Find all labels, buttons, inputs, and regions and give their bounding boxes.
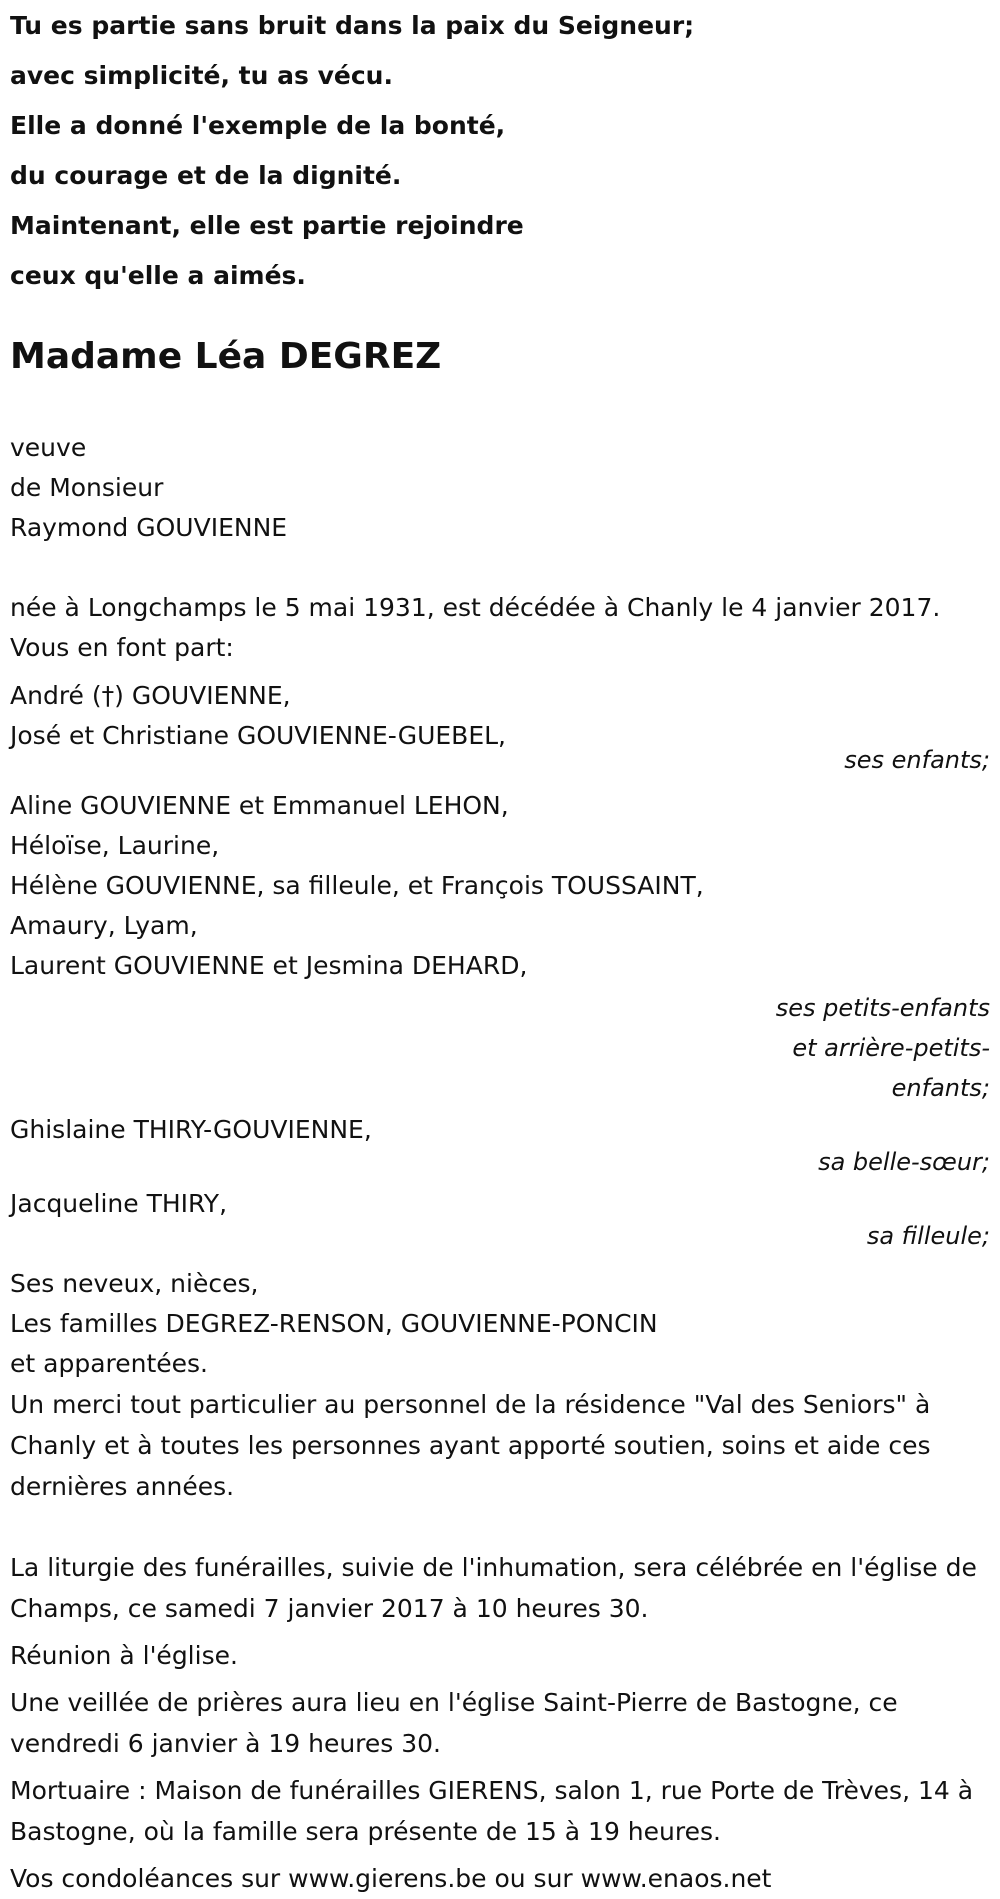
family-member: Héloïse, Laurine,	[10, 831, 220, 860]
poem-line: Tu es partie sans bruit dans la paix du Seigneur;	[10, 11, 695, 40]
deceased-name: Madame Léa DEGREZ	[10, 336, 442, 377]
poem-line: ceux qu'elle a aimés.	[10, 261, 306, 290]
relation-goddaughter: sa filleule;	[866, 1222, 990, 1250]
birth-death-line: née à Longchamps le 5 mai 1931, est décédée à Chanly le 4 janvier 2017.	[10, 593, 941, 622]
status-line: veuve	[10, 433, 87, 462]
status-line: de Monsieur	[10, 473, 164, 502]
relation-line: ses petits-enfants	[775, 994, 990, 1022]
family-member: André (†) GOUVIENNE,	[10, 681, 291, 710]
relation-children: ses enfants;	[844, 746, 990, 774]
status-line: Raymond GOUVIENNE	[10, 513, 288, 542]
obituary-page	[0, 6, 1000, 1893]
family-member: Ghislaine THIRY-GOUVIENNE,	[10, 1115, 372, 1144]
liturgy-paragraph: La liturgie des funérailles, suivie de l'inhumation, sera célébrée en l'église de Champs, ce samedi 7 janvier 2017 à 10 heures 30.	[10, 1553, 977, 1623]
vigil-paragraph: Une veillée de prières aura lieu en l'église Saint-Pierre de Bastogne, ce vendredi 6 janvier à 19 heures 30.	[10, 1688, 898, 1758]
grandchildren-group	[10, 786, 990, 986]
relatives-line: Les familles DEGREZ-RENSON, GOUVIENNE-PONCIN	[10, 1309, 658, 1338]
relatives-line: et apparentées.	[10, 1349, 208, 1378]
meeting-paragraph: Réunion à l'église.	[10, 1641, 238, 1670]
family-member: Hélène GOUVIENNE, sa filleule, et François TOUSSAINT,	[10, 871, 704, 900]
announcement-intro: Vous en font part:	[10, 633, 234, 662]
poem-line: Elle a donné l'exemple de la bonté,	[10, 111, 506, 140]
relation-sister-in-law: sa belle-sœur;	[818, 1148, 990, 1176]
relatives-line: Ses neveux, nièces,	[10, 1269, 259, 1298]
relation-grandchildren	[760, 988, 990, 1108]
family-member: Laurent GOUVIENNE et Jesmina DEHARD,	[10, 951, 528, 980]
poem-line: du courage et de la dignité.	[10, 161, 402, 190]
mortuary-paragraph: Mortuaire : Maison de funérailles GIERENS, salon 1, rue Porte de Trèves, 14 à Bastogne, où la famille sera présente de 15 à 19 heures.	[10, 1776, 974, 1846]
poem-line: Maintenant, elle est partie rejoindre	[10, 211, 524, 240]
relation-line: enfants;	[891, 1074, 990, 1102]
poem-line: avec simplicité, tu as vécu.	[10, 61, 393, 90]
condolences-line: Vos condoléances sur www.gierens.be ou sur www.enaos.net	[10, 1864, 772, 1893]
thanks-paragraph: Un merci tout particulier au personnel de la résidence "Val des Seniors" à Chanly et à toutes les personnes ayant apporté soutien, soins et aide ces dernières années.	[10, 1390, 931, 1501]
family-member: Aline GOUVIENNE et Emmanuel LEHON,	[10, 791, 509, 820]
family-member: José et Christiane GOUVIENNE-GUEBEL,	[10, 721, 506, 750]
family-member: Amaury, Lyam,	[10, 911, 198, 940]
other-relatives	[10, 1264, 990, 1384]
family-member: Jacqueline THIRY,	[10, 1189, 228, 1218]
poem	[10, 6, 990, 306]
status-block	[10, 428, 990, 548]
relation-line: et arrière-petits-	[792, 1034, 990, 1062]
